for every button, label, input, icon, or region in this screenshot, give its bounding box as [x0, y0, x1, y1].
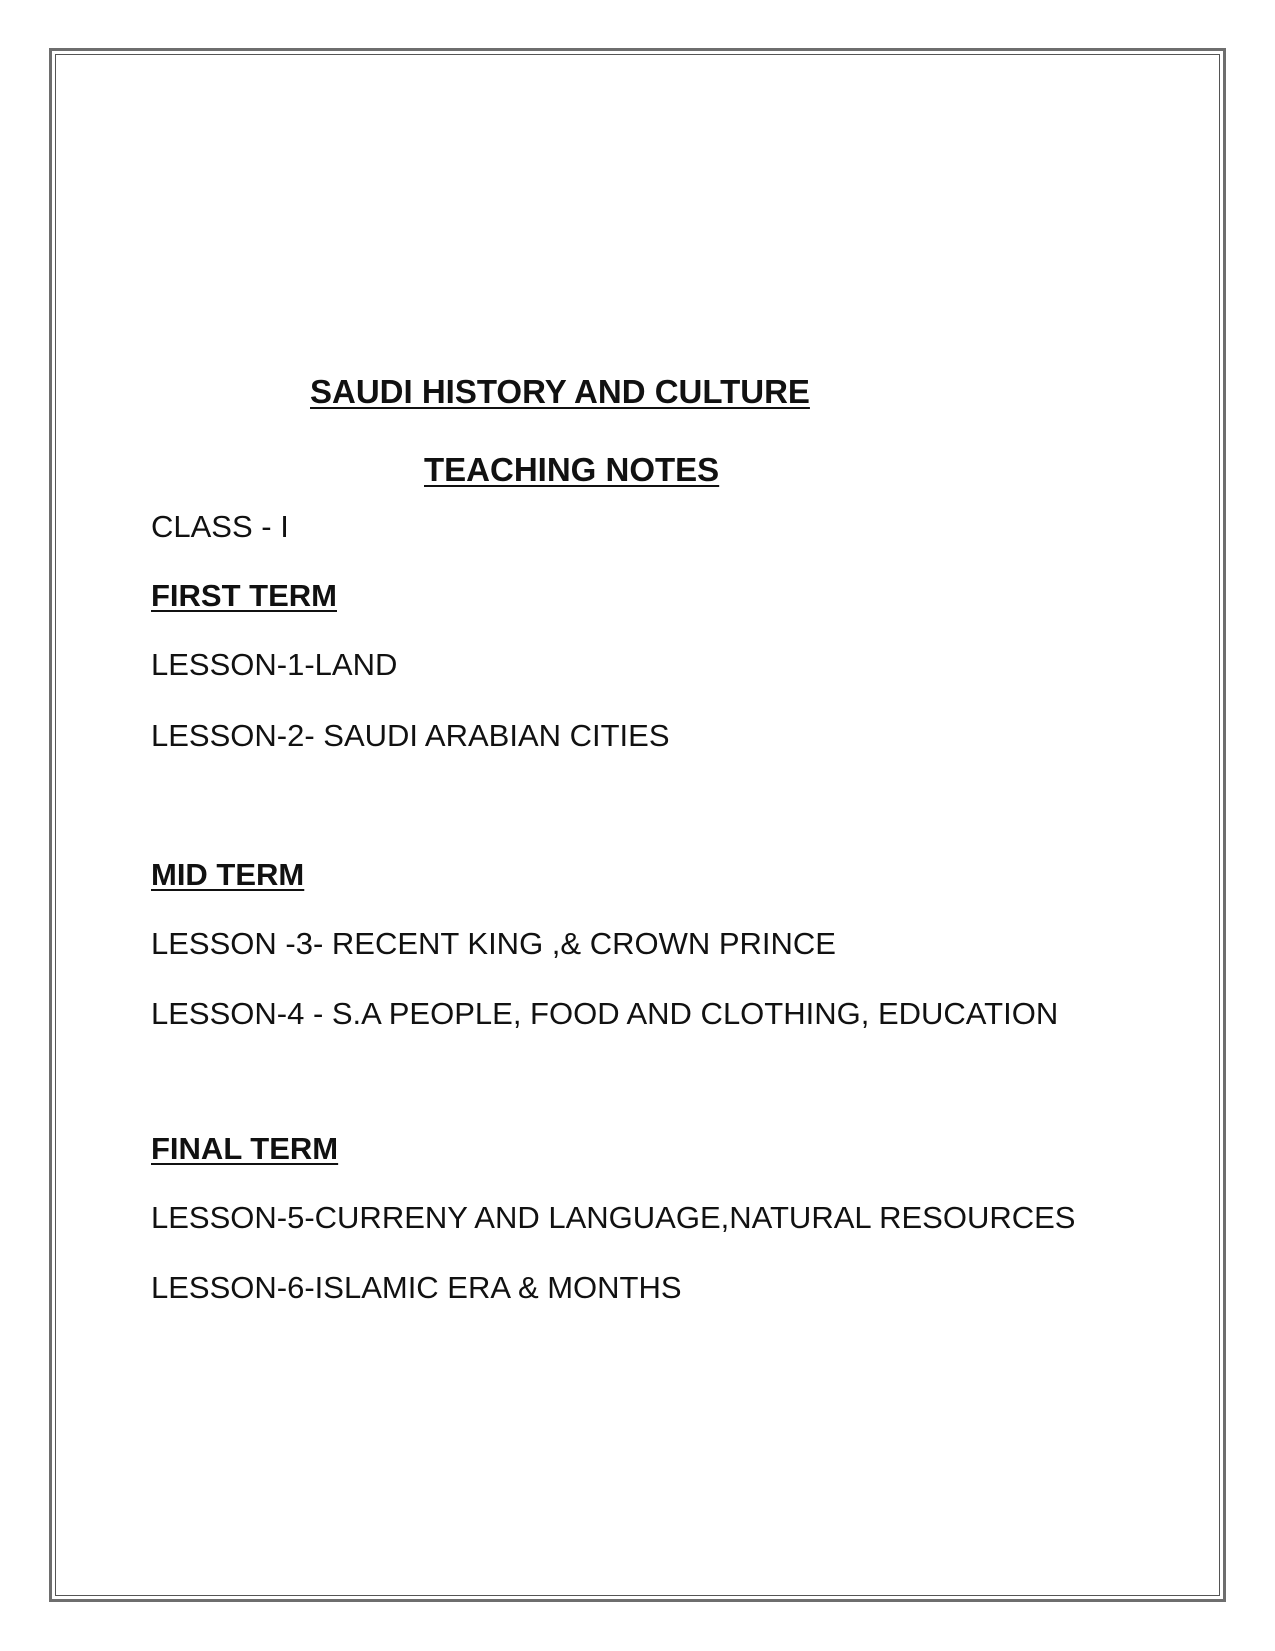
lesson-item: LESSON-4 - S.A PEOPLE, FOOD AND CLOTHING, EDUCATION — [151, 996, 1059, 1031]
class-line: CLASS - I — [151, 509, 289, 544]
page-border-inner — [55, 54, 1220, 1596]
term-heading-mid: MID TERM — [151, 857, 305, 892]
document-title-text: SAUDI HISTORY AND CULTURE — [310, 373, 810, 410]
document-subtitle-text: TEACHING NOTES — [424, 451, 720, 488]
lesson-item: LESSON-1-LAND — [151, 647, 398, 682]
term-heading-final: FINAL TERM — [151, 1131, 339, 1166]
term-heading-first: FIRST TERM — [151, 578, 337, 613]
lesson-item: LESSON -3- RECENT KING ,& CROWN PRINCE — [151, 926, 836, 961]
lesson-item: LESSON-2- SAUDI ARABIAN CITIES — [151, 718, 670, 753]
lesson-item: LESSON-5-CURRENY AND LANGUAGE,NATURAL RESOURCES — [151, 1200, 1076, 1235]
document-subtitle — [424, 450, 719, 490]
lesson-item: LESSON-6-ISLAMIC ERA & MONTHS — [151, 1270, 682, 1305]
